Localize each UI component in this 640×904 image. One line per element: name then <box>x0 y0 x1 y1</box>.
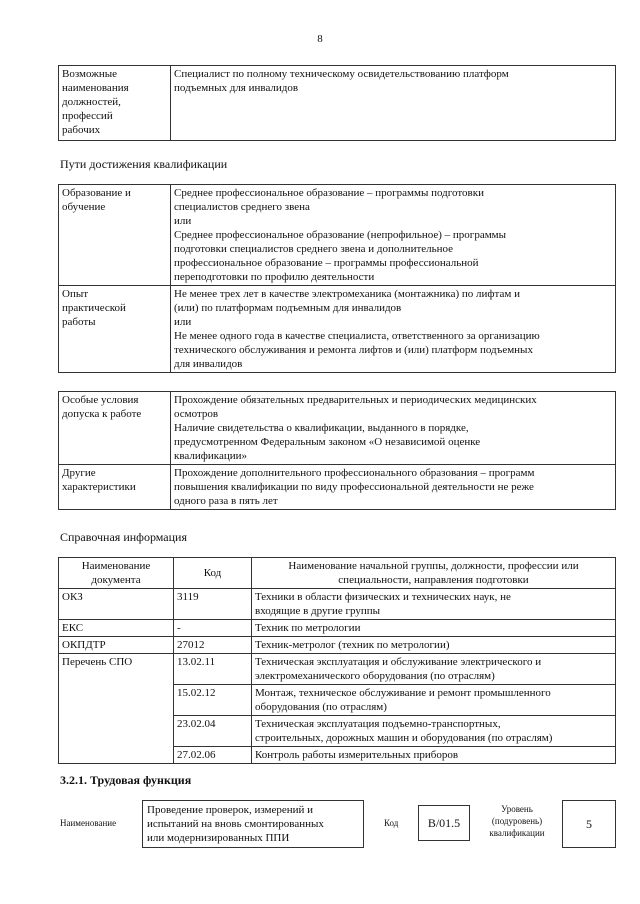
ref-code: 27012 <box>174 637 252 654</box>
labor-function-bar <box>58 800 616 848</box>
text-line: испытаний на вновь смонтированных <box>147 818 324 830</box>
text-line: документа <box>91 574 141 586</box>
text-line: Проведение проверок, измерений и <box>147 804 314 816</box>
text-line: Контроль работы измерительных приборов <box>255 749 459 761</box>
text-line: Образование и <box>62 187 131 199</box>
paths-heading: Пути достижения квалификации <box>60 157 228 171</box>
text-line: профессий <box>62 110 113 122</box>
positions-label <box>59 66 171 141</box>
text-line: строительных, дорожных машин и оборудования (по отраслям) <box>255 732 553 744</box>
text-line: осмотров <box>174 408 219 420</box>
header-name <box>252 558 616 589</box>
text-line: Наименование <box>81 560 151 572</box>
conditions-label <box>59 392 171 465</box>
paths-row-education <box>59 185 616 286</box>
text-line: характеристики <box>62 481 136 493</box>
ref-code: 27.02.06 <box>174 747 252 764</box>
conditions-row-other <box>59 465 616 510</box>
table-row <box>59 654 616 685</box>
ref-name <box>252 654 616 685</box>
ref-code: 23.02.04 <box>174 716 252 747</box>
conditions-row-admission <box>59 392 616 465</box>
text-line: допуска к работе <box>62 408 142 420</box>
text-line: Код <box>203 567 222 579</box>
text-line: Прохождение дополнительного профессионального образования – программ <box>174 467 535 479</box>
ref-name <box>252 589 616 620</box>
ref-code: - <box>174 620 252 637</box>
text-line: или <box>174 215 192 227</box>
text-line: обучение <box>62 201 106 213</box>
positions-value <box>171 66 616 141</box>
text-line: оборудования (по отраслям) <box>255 701 387 713</box>
ref-name <box>252 685 616 716</box>
text-line: Техник по метрологии <box>255 622 361 634</box>
text-line: Прохождение обязательных предварительных и периодических медицинских <box>174 394 537 406</box>
text-line: повышения квалификации по виду профессиональной деятельности не реже <box>174 481 534 493</box>
text-line: Среднее профессиональное образование (непрофильное) – программы <box>174 229 507 241</box>
page-number: 8 <box>317 33 323 45</box>
text-line: электромеханического оборудования (по отраслям) <box>255 670 495 682</box>
ref-doc: ЕКС <box>59 620 174 637</box>
positions-table <box>58 65 616 141</box>
text-line: Техническая эксплуатация и обслуживание электрического и <box>255 656 542 668</box>
conditions-table <box>58 391 616 510</box>
positions-row <box>59 66 616 141</box>
paths-value <box>171 286 616 373</box>
level-label <box>476 803 558 839</box>
text-line: Особые условия <box>62 394 139 406</box>
text-line: для инвалидов <box>174 358 243 370</box>
text-line: Возможные <box>62 68 117 80</box>
header-code <box>174 558 252 589</box>
text-line: (или) по платформам подъемным для инвалидов <box>174 302 402 314</box>
text-line: или модернизированных ППИ <box>147 832 290 844</box>
ref-code: 3119 <box>174 589 252 620</box>
text-line: специальности, направления подготовки <box>338 574 529 586</box>
text-line: Техник-метролог (техник по метрологии) <box>255 639 450 651</box>
text-line: Техники в области физических и технических наук, не <box>255 591 511 603</box>
paths-value <box>171 185 616 286</box>
text-line: подготовки специалистов среднего звена и дополнительное <box>174 243 454 255</box>
ref-code: 15.02.12 <box>174 685 252 716</box>
ref-name <box>252 637 616 654</box>
text-line: Не менее одного года в качестве специалиста, ответственного за организацию <box>174 330 540 342</box>
reference-heading: Справочная информация <box>60 530 187 544</box>
text-line: профессиональное образование – программы профессиональной <box>174 257 479 269</box>
text-line: предусмотренном Федеральным законом «О независимой оценке <box>174 436 481 448</box>
labor-function-title: 3.2.1. Трудовая функция <box>60 773 192 787</box>
ref-name <box>252 716 616 747</box>
text-line: входящие в другие группы <box>255 605 381 617</box>
text-line: Монтаж, техническое обслуживание и ремонт промышленного <box>255 687 551 699</box>
text-line: переподготовки по профилю деятельности <box>174 271 375 283</box>
text-line: Среднее профессиональное образование – программы подготовки <box>174 187 484 199</box>
text-line: одного раза в пять лет <box>174 495 278 507</box>
text-line: Специалист по полному техническому освидетельствованию платформ <box>174 68 509 80</box>
table-row <box>59 589 616 620</box>
name-value-box <box>142 800 364 848</box>
text-line: квалификации <box>489 828 545 838</box>
table-row <box>59 637 616 654</box>
ref-doc: Перечень СПО <box>59 654 174 764</box>
text-line: (подуровень) <box>491 816 543 826</box>
paths-label <box>59 286 171 373</box>
text-line: подъемных для инвалидов <box>174 82 299 94</box>
text-line: практической <box>62 302 126 314</box>
text-line: Уровень <box>501 804 533 814</box>
text-line: квалификации» <box>174 450 247 462</box>
text-line: или <box>174 316 192 328</box>
ref-name <box>252 620 616 637</box>
text-line: Опыт <box>62 288 89 300</box>
text-line: работы <box>62 316 96 328</box>
paths-label <box>59 185 171 286</box>
ref-code: 13.02.11 <box>174 654 252 685</box>
table-row <box>59 620 616 637</box>
reference-header-row <box>59 558 616 589</box>
text-line: технического обслуживания и ремонта лифтов и (или) платформ подъемных <box>174 344 533 356</box>
text-line: Не менее трех лет в качестве электромеханика (монтажника) по лифтам и <box>174 288 520 300</box>
level-value-box: 5 <box>562 800 616 848</box>
text-line: рабочих <box>62 124 101 136</box>
text-line: Другие <box>62 467 96 479</box>
ref-name <box>252 747 616 764</box>
paths-table <box>58 184 616 373</box>
text-line: специалистов среднего звена <box>174 201 310 213</box>
reference-table <box>58 557 616 764</box>
conditions-value <box>171 465 616 510</box>
text-line: наименования <box>62 82 129 94</box>
text-line: должностей, <box>62 96 121 108</box>
conditions-value <box>171 392 616 465</box>
ref-doc: ОКЗ <box>59 589 174 620</box>
conditions-label <box>59 465 171 510</box>
code-label: Код <box>384 818 399 828</box>
text-line: Наличие свидетельства о квалификации, выданного в порядке, <box>174 422 469 434</box>
ref-doc: ОКПДТР <box>59 637 174 654</box>
paths-row-experience <box>59 286 616 373</box>
header-doc <box>59 558 174 589</box>
code-value-box: В/01.5 <box>418 805 470 841</box>
text-line: Наименование начальной группы, должности, профессии или <box>288 560 579 572</box>
name-label: Наименование <box>60 818 117 828</box>
text-line: Техническая эксплуатация подъемно-транспортных, <box>255 718 501 730</box>
